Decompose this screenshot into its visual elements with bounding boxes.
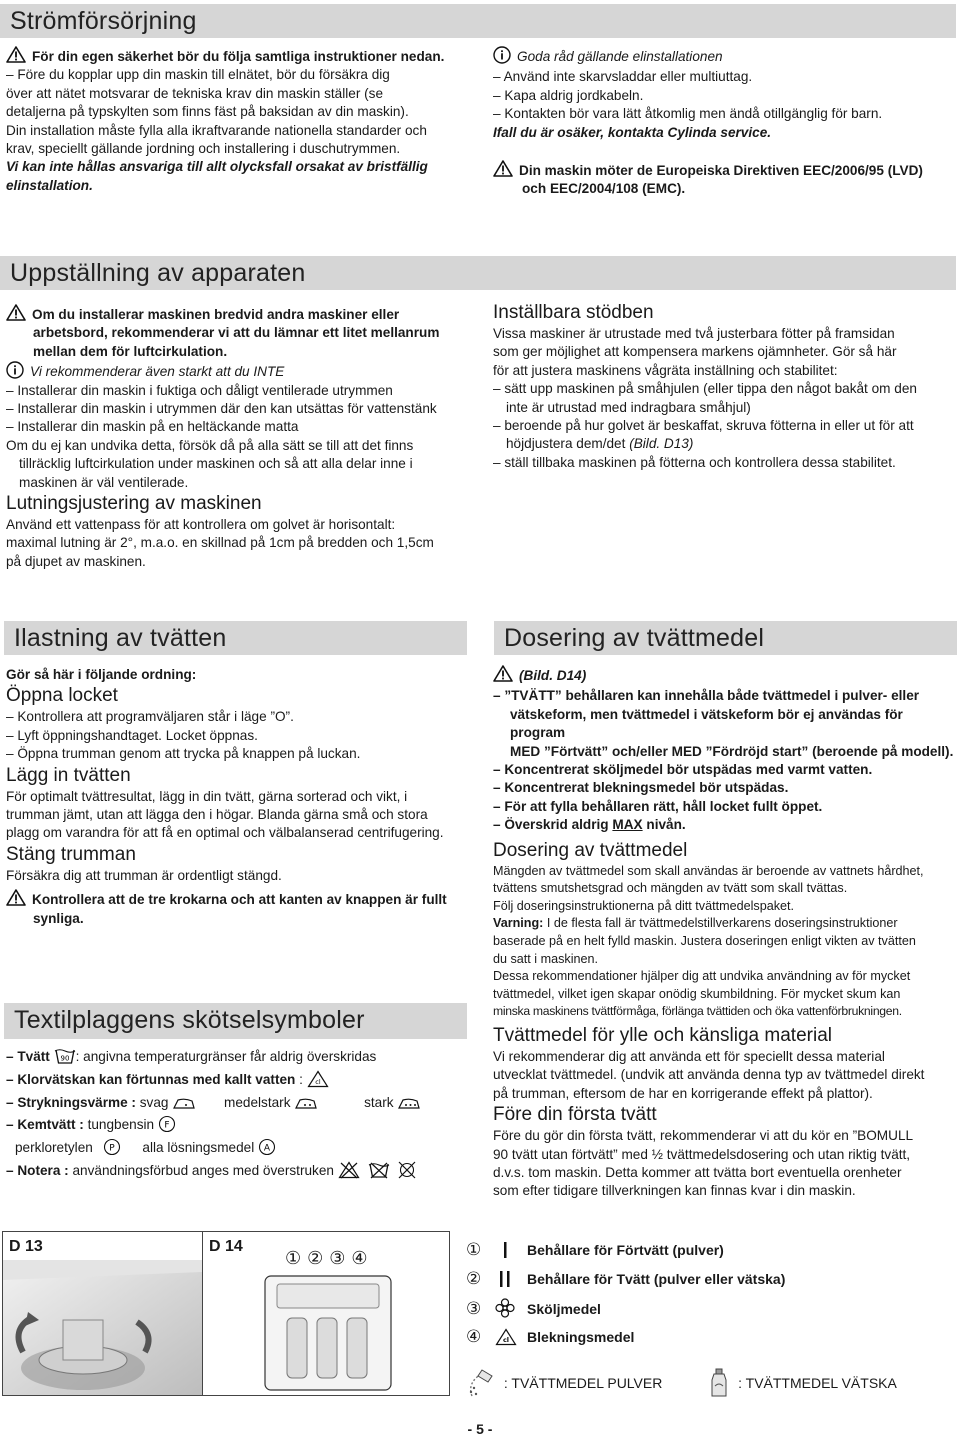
- feet-block: [493, 301, 955, 472]
- chlorine-triangle-icon: [307, 1070, 329, 1088]
- care-symbols-block: [6, 1046, 478, 1183]
- text-line: Om du ej kan undvika detta, försök då på alla sätt se till att det finns: [6, 437, 414, 453]
- dryclean-f-letter: F: [164, 1120, 170, 1131]
- placement-warning: Om du installerar maskinen bredvid andra maskiner eller: [6, 304, 478, 324]
- text-line: Före du gör din första tvätt, rekommenderar vi att du kör en ”BOMULL: [493, 1128, 914, 1144]
- text-line: trumman jämt, utan att lägga den i högar. Blanda gärna små och stora: [6, 807, 428, 823]
- crossed-triangle-icon: [338, 1161, 360, 1179]
- text-line: – Installerar din maskin på en heltäckande matta: [6, 419, 299, 435]
- wash-tub-icon: [54, 1047, 76, 1065]
- text-line: – Öppna trumman genom att trycka på knappen på luckan.: [6, 746, 361, 762]
- drycleaning-line: – Kemtvätt : tungbensin F: [6, 1114, 478, 1137]
- legend-item-4: ④ cl Blekningsmedel: [466, 1327, 635, 1346]
- info-icon: [6, 361, 24, 379]
- text-line: elinstallation.: [6, 177, 93, 193]
- warning-icon: [6, 46, 26, 63]
- text-line: tvättens smutshetsgrad och mängden av tvätt som skall tvättas.: [493, 881, 848, 896]
- solvent-line: perkloretylen P alla lösningsmedel A: [6, 1137, 478, 1160]
- text-line: detaljerna på typskylten som finns fäst på baksidan av din maskin).: [6, 104, 409, 120]
- wash-line: – Tvätt 90 : angivna temperaturgränser får aldrig överskridas: [6, 1049, 377, 1064]
- text-line: d.v.s. tom maskin. Detta kommer att tvätta bort eventuella orenheter: [493, 1165, 902, 1181]
- ironing-line: – Strykningsvärme : svag medelstark stark: [6, 1092, 478, 1115]
- text-line: – beroende på hur golvet är beskaffat, skruva fötterna in eller ut för att: [493, 418, 914, 434]
- subheading-lagg-in: Lägg in tvätten: [6, 764, 131, 786]
- legend-item-3: ③ Sköljmedel: [466, 1299, 601, 1318]
- single-bar-icon: [497, 1241, 513, 1259]
- text-line: krav, speciellt gällande jordning och installering i duschutrymmen.: [6, 141, 401, 157]
- text-line: – sätt upp maskinen på småhjulen (eller tippa den något bakåt om den: [493, 381, 917, 397]
- note-line: – Notera : användningsförbud anges med överstruken: [6, 1160, 478, 1183]
- chlorine-label: cl: [314, 1077, 321, 1086]
- intro-line: Gör så här i följande ordning:: [6, 667, 197, 682]
- detergent-drawer-illustration: [263, 1274, 393, 1392]
- text-line: för att justera maskinens vågräta inställning och stabilitet:: [493, 362, 838, 378]
- figure-d14: [202, 1231, 450, 1396]
- text-line: Varning: I de flesta fall är tvättmedelstillverkarens doseringsinstruktioner: [493, 916, 898, 931]
- compartment-numbers: ①②③④: [285, 1248, 374, 1268]
- iron-medium-icon: [294, 1095, 318, 1111]
- bild-reference: (Bild. D14): [493, 665, 958, 685]
- power-safety-block: [6, 46, 478, 195]
- liquid-detergent-icon: [706, 1368, 734, 1398]
- crossed-tub-icon: [368, 1161, 390, 1179]
- text-line: – Kontrollera att programväljaren står i läge ”O”.: [6, 709, 294, 725]
- bleach-triangle-icon: [495, 1328, 517, 1346]
- legend-item-2: ② Behållare för Tvätt (pulver eller vätska): [466, 1269, 786, 1288]
- text-line: Försäkra dig att trumman är ordentligt stängd.: [6, 867, 282, 883]
- text-line: Vi rekommenderar dig att använda ett för speciellt dessa material: [493, 1049, 885, 1064]
- text-line: – Koncentrerat blekningsmedel bör utspädas.: [493, 780, 789, 796]
- info-icon: [493, 46, 511, 64]
- warning-icon: [6, 304, 26, 321]
- section-title-uppstallning: Uppställning av apparaten: [0, 256, 956, 290]
- dryclean-a-letter: A: [263, 1143, 271, 1154]
- figure-label: D 14: [209, 1238, 243, 1255]
- adjustable-foot-illustration: [3, 1260, 202, 1395]
- wash-temperature: 90: [60, 1054, 70, 1063]
- text-line: inte är utrustad med indragbara småhjul): [506, 399, 751, 415]
- text-line: som ger möjlighet att kompensera markens ojämnheter. Gör så här: [493, 344, 897, 360]
- section-title-skotselsymboler: Textilplaggens skötselsymboler: [4, 1003, 467, 1039]
- section-title-dosering: Dosering av tvättmedel: [494, 621, 957, 655]
- info-heading: Goda råd gällande elinstallationen: [493, 46, 955, 66]
- text-line: mellan dem för luftcirkulation.: [33, 343, 228, 359]
- double-bar-icon: [497, 1270, 513, 1288]
- bleach-label: cl: [503, 1336, 510, 1344]
- dryclean-f-icon: [158, 1115, 176, 1133]
- section-title-ilastning: Ilastning av tvätten: [4, 621, 467, 655]
- text-line: arbetsbord, rekommenderar vi att du lämnar ett litet mellanrum: [33, 325, 440, 341]
- text-line: – ställ tillbaka maskinen på fötterna och kontrollera dessa stabilitet.: [493, 454, 896, 470]
- eu-directive-warning: Din maskin möter de Europeiska Direktiven EEC/2006/95 (LVD): [493, 160, 955, 180]
- dryclean-p-icon: [103, 1138, 121, 1156]
- page-number: - 5 -: [467, 1421, 493, 1437]
- subheading-oppna-locket: Öppna locket: [6, 685, 118, 707]
- figure-label: D 13: [9, 1238, 43, 1255]
- hooks-warning: Kontrollera att de tre krokarna och att kanten av knappen är fullt: [6, 889, 478, 909]
- text-line: – Installerar din maskin i utrymmen där den kan utsättas för vattenstänk: [6, 401, 437, 417]
- text-line: – Installerar din maskin i fuktiga och dåligt ventilerade utrymmen: [6, 382, 393, 398]
- section-title-stromforsorjning: Strömförsörjning: [0, 4, 956, 38]
- text-line: på trumman, eftersom de har en korrigerande effekt på plattor).: [493, 1085, 873, 1101]
- text-line: Använd ett vattenpass för att kontrollera om golvet är horisontalt:: [6, 517, 396, 533]
- text-line: – Före du kopplar upp din maskin till elnätet, bör du försäkra dig: [6, 67, 390, 83]
- dryclean-a-icon: [258, 1138, 276, 1156]
- placement-block: [6, 304, 478, 571]
- text-line: 90 tvätt utan förtvätt” med ½ tvättmedelsdosering och utan riktig tvätt,: [493, 1146, 911, 1162]
- text-line: på djupet av maskinen.: [6, 553, 146, 569]
- dosing-text: [493, 863, 958, 1021]
- text-line: – Överskrid aldrig MAX nivån.: [493, 817, 686, 833]
- dryclean-p-letter: P: [108, 1143, 115, 1154]
- text-line: Mängden av tvättmedel som skall användas är beroende av vattnets hårdhet,: [493, 863, 924, 878]
- subheading-dosering: Dosering av tvättmedel: [493, 839, 688, 861]
- text-line: – Kontakten bör vara lätt åtkomlig men ändå otillgänglig för barn.: [493, 106, 883, 122]
- text-line: vätskeform, men tvättmedel i vätskeform bör ej användas för program: [510, 706, 903, 741]
- text-line: – ”TVÄTT” behållaren kan innehålla både tvättmedel i pulver- eller: [493, 688, 920, 704]
- text-line: MED ”Förtvätt” och/eller MED ”Fördröjd start” (beroende på modell).: [510, 743, 954, 759]
- iron-low-icon: [172, 1095, 196, 1111]
- warning-icon: [6, 889, 26, 906]
- subheading-forsta-tvatt: Före din första tvätt: [493, 1104, 657, 1126]
- text-line: tvättmedel, vilket igen skapar onödig skumbildning. För mycket skum kan: [493, 986, 901, 1001]
- text-line: Följ doseringsinstruktionerna på ditt tvättmedelspaket.: [493, 898, 795, 913]
- subheading-stodben: Inställbara stödben: [493, 302, 654, 323]
- text-line: – För att fylla behållaren rätt, håll locket fullt öppet.: [493, 798, 823, 814]
- text-line: tillräcklig luftcirkulation under maskinen och så att alla delar inne i: [19, 456, 413, 472]
- text-line: plagg om varandra för att få en optimal och välbalanserad centrifugering.: [6, 825, 444, 841]
- warning-icon: [493, 160, 513, 177]
- text-line: utvecklat tvättmedel. (undvik att använda denna typ av tvättmedel direkt: [493, 1067, 925, 1083]
- figure-d13: [2, 1231, 203, 1396]
- text-line: Vissa maskiner är utrustade med två justerbara fötter på framsidan: [493, 326, 895, 341]
- subheading-ylle: Tvättmedel för ylle och känsliga material: [493, 1025, 832, 1046]
- text-line: över att nätet motsvarar de tekniska krav din maskin ställer (se: [6, 85, 384, 101]
- warning-icon: [493, 665, 513, 682]
- chlorine-line: – Klorvätskan kan förtunnas med kallt vatten : cl: [6, 1069, 478, 1092]
- text-line: Din installation måste fylla alla ikraftvarande nationella standarder och: [6, 122, 427, 138]
- text-line: – Lyft öppningshandtaget. Locket öppnas.: [6, 727, 258, 743]
- text-line: maskinen är väl ventilerade.: [19, 474, 189, 490]
- text-line: och EEC/2004/108 (EMC).: [522, 181, 686, 197]
- text-line: – Kapa aldrig jordkabeln.: [493, 87, 644, 103]
- legend-item-1: ① Behållare för Förtvätt (pulver): [466, 1240, 724, 1259]
- text-line: baserade på en helt fylld maskin. Justera doseringen enligt vikten av tvätten: [493, 934, 916, 949]
- info-line: Vi rekommenderar även starkt att du INTE: [6, 361, 478, 381]
- text-line: – Koncentrerat sköljmedel bör utspädas med varmt vatten.: [493, 762, 873, 778]
- text-line: maximal lutning är 2°, m.a.o. en skillnad på 1cm på bredden och 1,5cm: [6, 535, 434, 551]
- dosing-block: [493, 665, 958, 1201]
- text-line: som efter tidigare tillverkningen kan finnas kvar i din maskin.: [493, 1183, 856, 1199]
- text-line: höjdjustera dem/det (Bild. D13): [506, 436, 694, 452]
- text-line: Ifall du är osäker, kontakta Cylinda service.: [493, 124, 772, 140]
- warning-heading: För din egen säkerhet bör du följa samtliga instruktioner nedan.: [6, 46, 478, 66]
- iron-high-icon: [397, 1095, 421, 1111]
- text-line: Vi kan inte hållas ansvariga till allt olycksfall orsakat av bristfällig: [6, 159, 428, 175]
- subheading-stang-trumman: Stäng trumman: [6, 843, 136, 865]
- text-line: synliga.: [33, 910, 84, 926]
- drawer-legend: [466, 1240, 956, 1398]
- subheading-lutning: Lutningsjustering av maskinen: [6, 493, 262, 515]
- loading-block: [6, 666, 478, 928]
- detergent-type-legend: : TVÄTTMEDEL PULVER : TVÄTTMEDEL VÄTSKA: [466, 1368, 956, 1398]
- electrical-advice-block: [493, 46, 955, 199]
- text-line: minska maskinens tvättförmåga, förlänga tvättiden och öka vattenförbrukningen.: [493, 1004, 902, 1019]
- powder-detergent-icon: [466, 1368, 500, 1398]
- crossed-circle-icon: [397, 1161, 417, 1179]
- text-line: – Använd inte skarvsladdar eller multiuttag.: [493, 69, 753, 85]
- text-line: För optimalt tvättresultat, lägg in din tvätt, gärna sorterad och vikt, i: [6, 788, 408, 804]
- flower-softener-icon: [495, 1298, 515, 1318]
- text-line: du satt i maskinen.: [493, 951, 598, 966]
- text-line: Dessa rekommendationer hjälper dig att undvika användning av för mycket: [493, 969, 911, 984]
